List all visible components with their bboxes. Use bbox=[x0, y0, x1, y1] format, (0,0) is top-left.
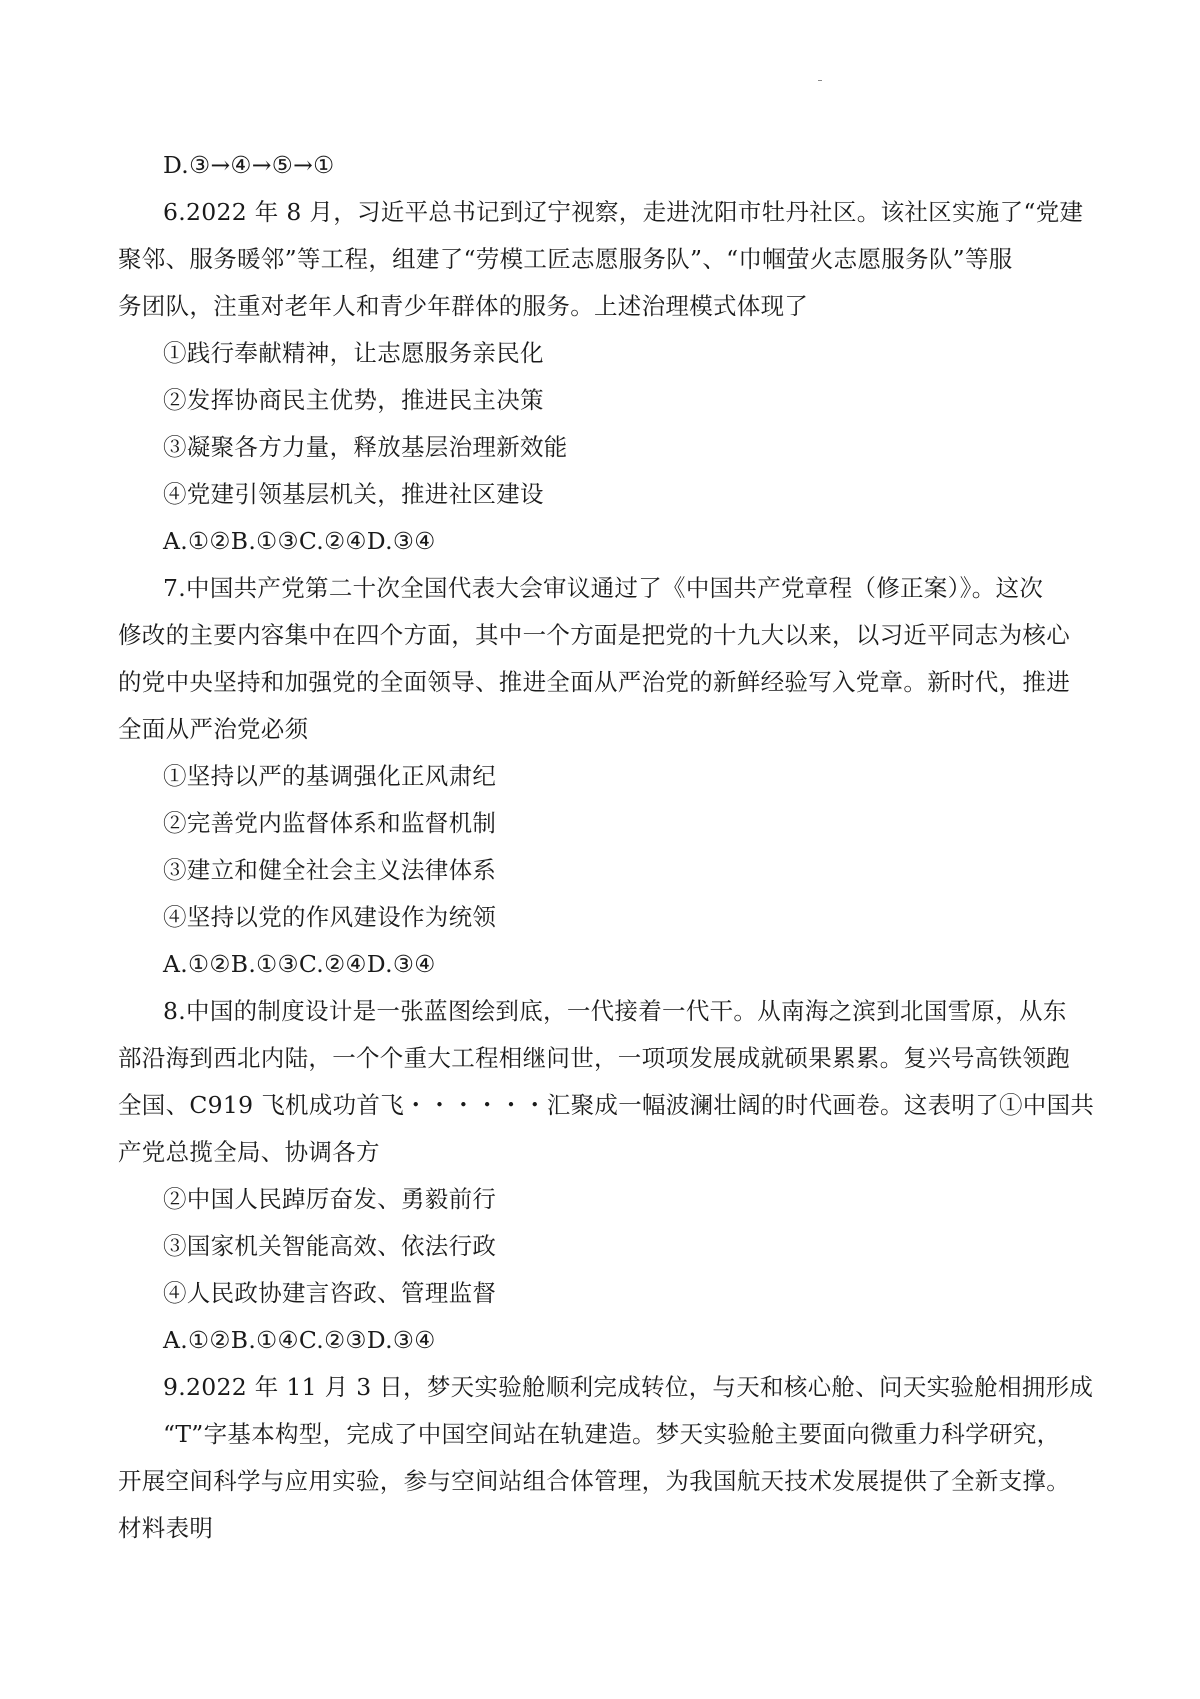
answer-item: ②发挥协商民主优势，推进民主决策 bbox=[163, 386, 544, 414]
question-stem-line: 产党总揽全局、协调各方 bbox=[118, 1138, 380, 1166]
answer-options: A.①②B.①③C.②④D.③④ bbox=[163, 950, 436, 978]
scan-mark bbox=[818, 80, 822, 81]
question-6 bbox=[118, 189, 1101, 565]
answer-item: ④人民政协建言咨政、管理监督 bbox=[163, 1279, 497, 1307]
answer-item: ②中国人民踔厉奋发、勇毅前行 bbox=[163, 1185, 497, 1213]
answer-options: A.①②B.①③C.②④D.③④ bbox=[163, 527, 436, 555]
answer-item: ④坚持以党的作风建设作为统领 bbox=[163, 903, 497, 931]
question-stem-line: 聚邻、服务暖邻”等工程，组建了“劳模工匠志愿服务队”、“巾帼萤火志愿服务队”等服 bbox=[118, 245, 1013, 273]
question-stem-line: 8.中国的制度设计是一张蓝图绘到底，一代接着一代干。从南海之滨到北国雪原，从东 bbox=[163, 997, 1067, 1025]
question-stem-line: “T”字基本构型，完成了中国空间站在轨建造。梦天实验舱主要面向微重力科学研究， bbox=[163, 1420, 1061, 1448]
question-8 bbox=[118, 988, 1101, 1364]
question-stem-line: 的党中央坚持和加强党的全面领导、推进全面从严治党的新鲜经验写入党章。新时代，推进 bbox=[118, 668, 1070, 696]
answer-item: ①践行奉献精神，让志愿服务亲民化 bbox=[163, 339, 544, 367]
question-stem-line: 6.2022 年 8 月，习近平总书记到辽宁视察，走进沈阳市牡丹社区。该社区实施了“党建 bbox=[163, 198, 1084, 226]
answer-item: ④党建引领基层机关，推进社区建设 bbox=[163, 480, 544, 508]
question-stem-line: 全国、C919 飞机成功首飞・・・・・・汇聚成一幅波澜壮阔的时代画卷。这表明了①中国共 bbox=[118, 1091, 1095, 1119]
answer-item: ③凝聚各方力量，释放基层治理新效能 bbox=[163, 433, 568, 461]
question-stem-line: 开展空间科学与应用实验，参与空间站组合体管理，为我国航天技术发展提供了全新支撑。 bbox=[118, 1467, 1070, 1495]
question-stem-line: 7.中国共产党第二十次全国代表大会审议通过了《中国共产党章程（修正案）》。这次 bbox=[163, 574, 1044, 602]
question-stem-line: 务团队，注重对老年人和青少年群体的服务。上述治理模式体现了 bbox=[118, 292, 809, 320]
answer-item: ③建立和健全社会主义法律体系 bbox=[163, 856, 497, 884]
question-stem-line: 部沿海到西北内陆，一个个重大工程相继问世，一项项发展成就硕果累累。复兴号高铁领跑 bbox=[118, 1044, 1070, 1072]
question-stem-line: 材料表明 bbox=[118, 1514, 214, 1542]
question-stem-line: 修改的主要内容集中在四个方面，其中一个方面是把党的十九大以来，以习近平同志为核心 bbox=[118, 621, 1070, 649]
question-stem-line: 全面从严治党必须 bbox=[118, 715, 309, 743]
answer-options: A.①②B.①④C.②③D.③④ bbox=[163, 1326, 436, 1354]
question-9 bbox=[118, 1364, 1101, 1552]
question-7 bbox=[118, 565, 1101, 988]
previous-option-line: D.③→④→⑤→① bbox=[163, 151, 335, 179]
answer-item: ②完善党内监督体系和监督机制 bbox=[163, 809, 497, 837]
question-content bbox=[118, 142, 1101, 1552]
question-stem-line: 9.2022 年 11 月 3 日，梦天实验舱顺利完成转位，与天和核心舱、问天实验舱相拥形成 bbox=[163, 1373, 1094, 1401]
answer-item: ③国家机关智能高效、依法行政 bbox=[163, 1232, 497, 1260]
answer-item: ①坚持以严的基调强化正风肃纪 bbox=[163, 762, 497, 790]
